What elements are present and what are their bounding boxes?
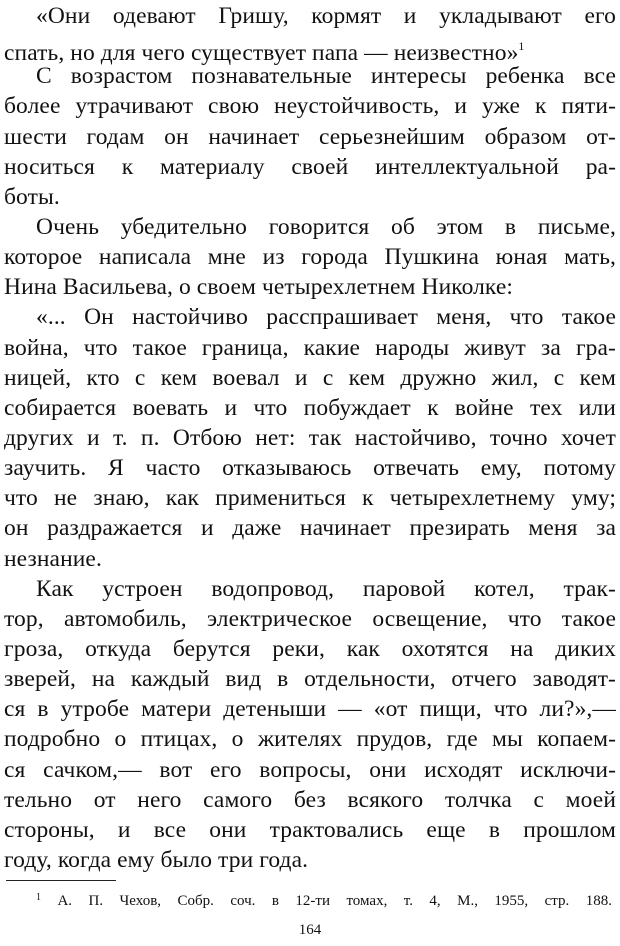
text-line: Как устроен водопровод, паровой котел, трак- [36,576,616,602]
text-line: собирается воевать и что побуждает к войне тех или [4,395,616,421]
text-line: Нина Васильева, о своем четырехлетнем Николке: [4,274,514,300]
text-line: других и т. п. Отбою нет: так настойчиво, точно хочет [4,425,616,451]
text-line: С возрастом познавательные интересы ребенка все [36,63,616,89]
text-line: году, когда ему было три года. [4,847,309,873]
text-line: шести годам он начинает серьезнейшим образом от- [4,124,616,150]
text-line: тор, автомобиль, электрическое освещение, что такое [4,606,616,632]
text-line: стороны, и все они трактовались еще в прошлом [4,817,616,843]
text-line: боты. [4,184,60,210]
footnote-text: А. П. Чехов, Собр. соч. в 12-ти томах, т. 4, М., 1955, стр. 188. [57,893,613,909]
text-line: ницей, кто с кем воевал и с кем дружно жил, с кем [4,365,616,391]
text-line: война, что такое граница, какие народы живут за гра- [4,335,616,361]
footnote-reference: 1 [518,39,525,53]
text-line: ся в утробе матери детеныши — «от пищи, что ли?»,— [4,696,616,722]
text-line: заучить. Я часто отказываюсь отвечать ему, потому [4,455,616,481]
text-line: что не знаю, как примениться к четырехлетнему уму; [4,485,616,511]
text-line: подробно о птицах, о жителях прудов, где мы копаем- [4,726,616,752]
text-line: гроза, откуда берутся реки, как охотятся на диких [4,636,616,662]
footnote-divider [6,880,116,881]
text-line: незнание. [4,546,102,572]
text-line: ся сачком,— вот его вопросы, они исходят исключи- [4,757,616,783]
text-line: он раздражается и даже начинает презирать меня за [4,515,616,541]
text-line: Очень убедительно говорится об этом в письме, [36,214,616,240]
text-line-content: спать, но для чего существует папа — неизвестно» [4,40,519,66]
footnote-mark: 1 [36,892,41,903]
text-line: которое написала мне из города Пушкина юная мать, [4,244,616,270]
text-line: тельно от него самого без всякого толчка с моей [4,787,616,813]
text-line: более утрачивают свою неустойчивость, и уже к пяти- [4,93,616,119]
text-line: зверей, на каждый вид в отдельности, отчего заводят- [4,666,616,692]
text-line: носиться к материалу своей интеллектуальной ра- [4,154,616,180]
text-line: «Они одевают Гришу, кормят и укладывают его [36,3,616,29]
text-line: «... Он настойчиво расспрашивает меня, что такое [36,304,616,330]
footnote [36,888,612,911]
page-number: 164 [298,922,322,938]
